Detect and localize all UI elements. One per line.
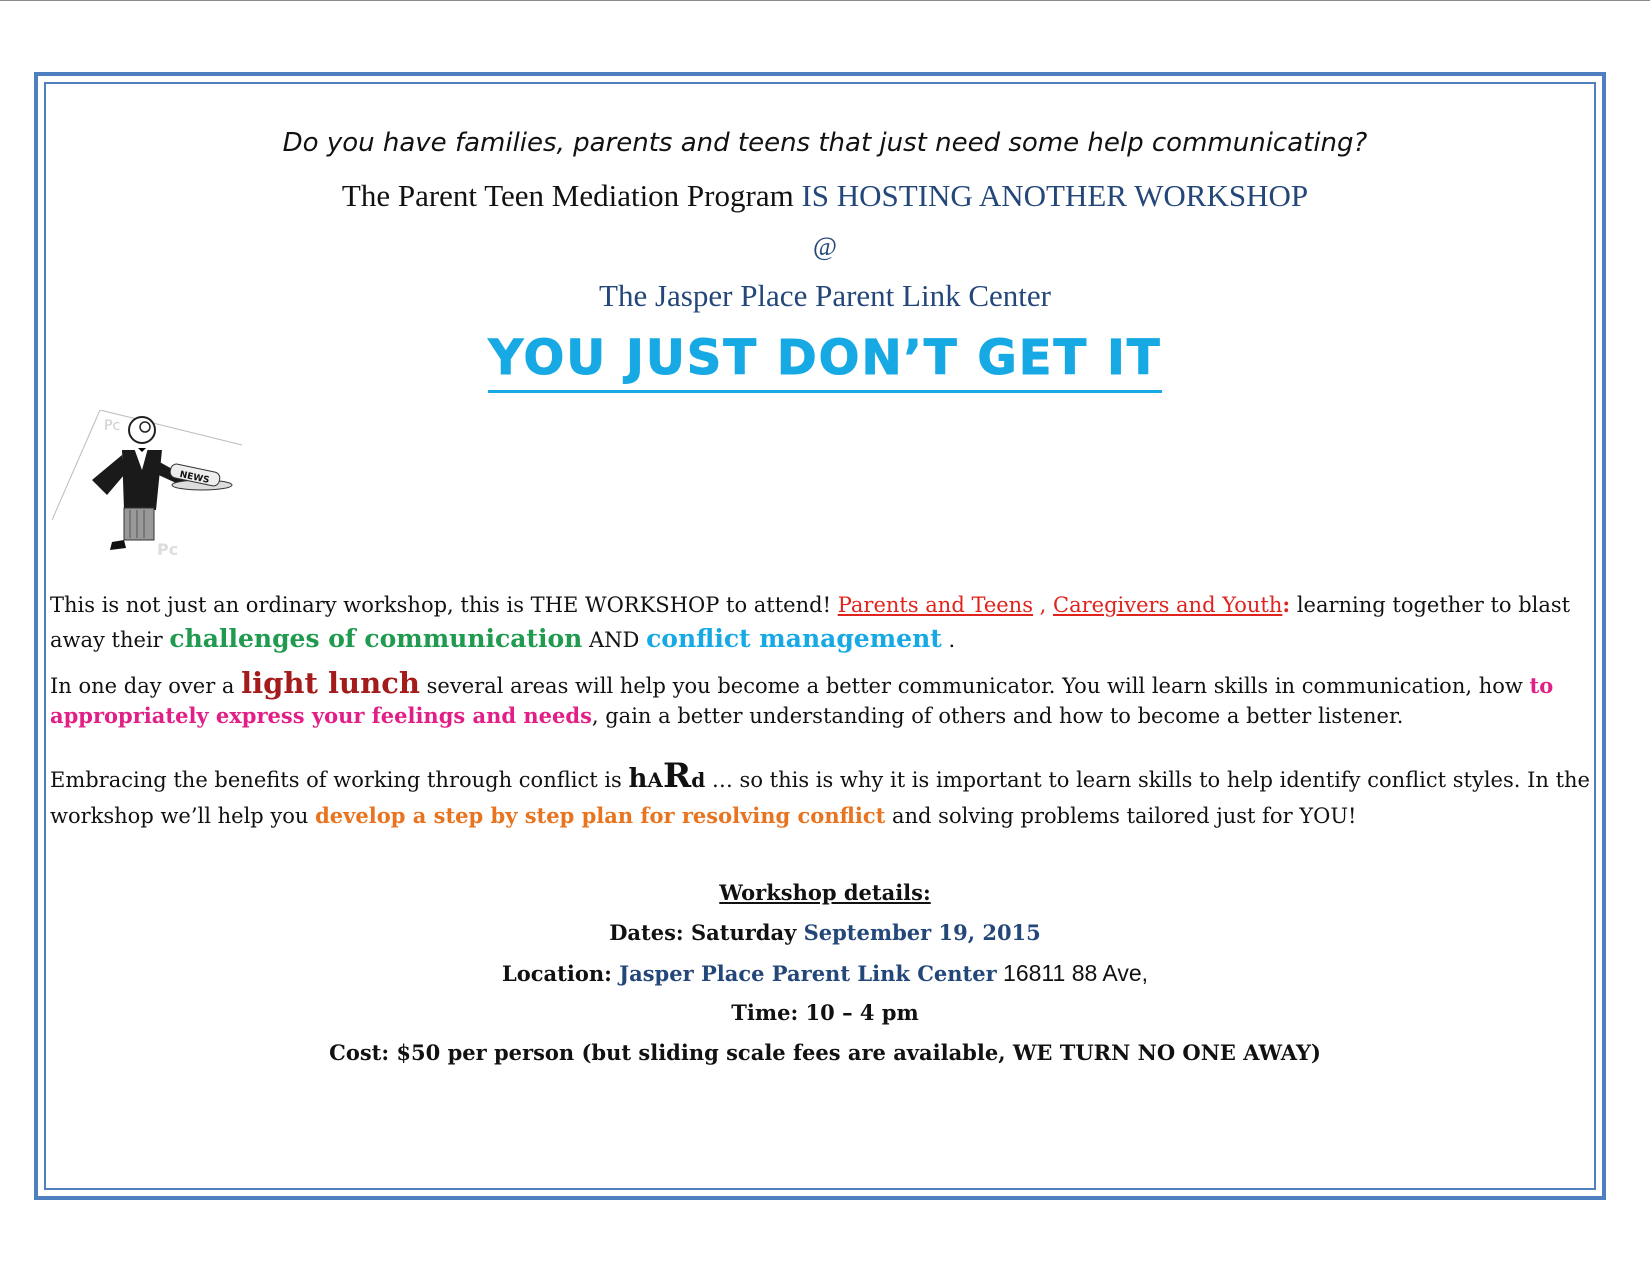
hard-letter-r: R bbox=[662, 756, 692, 796]
hard-letter-d: d bbox=[691, 768, 706, 792]
location-line bbox=[0, 960, 1650, 987]
intro-text-2: learning together to blast away their bbox=[50, 593, 1571, 652]
tray-label: NEWS bbox=[178, 469, 211, 486]
butler-newspaper-icon bbox=[52, 410, 252, 585]
period: . bbox=[941, 628, 956, 652]
parents-teens: Parents and Teens bbox=[837, 593, 1033, 617]
top-rule bbox=[0, 0, 1650, 1]
express-highlight: to appropriately express your feelings and needs bbox=[50, 673, 1554, 728]
colon: : bbox=[1282, 592, 1291, 617]
time-text: Time: 10 – 4 pm bbox=[731, 1000, 919, 1025]
lunch-paragraph bbox=[50, 668, 1598, 731]
sep: , bbox=[1033, 593, 1054, 617]
svg-text:Pc: Pc bbox=[104, 418, 121, 434]
hosting-text: IS HOSTING ANOTHER WORKSHOP bbox=[801, 178, 1309, 213]
hard-text: Embracing the benefits of working through conflict is bbox=[50, 768, 629, 792]
light-lunch-highlight: light lunch bbox=[241, 666, 420, 700]
hard-paragraph bbox=[50, 758, 1598, 834]
hard-text-3: and solving problems tailored just for YOU! bbox=[885, 804, 1357, 828]
and-text: AND bbox=[582, 628, 647, 652]
conflict-highlight: conflict management bbox=[646, 624, 942, 653]
hard-letter-a: A bbox=[647, 768, 663, 792]
challenges-highlight: challenges of communication bbox=[169, 624, 583, 653]
location-label: Location: bbox=[501, 961, 620, 986]
intro-text: This is not just an ordinary workshop, this is THE WORKSHOP to attend! bbox=[50, 593, 838, 617]
lunch-text-2: several areas will help you become a better communicator. You will learn skills in communication, how bbox=[419, 674, 1530, 698]
details-heading bbox=[0, 880, 1650, 905]
at-sign: @ bbox=[813, 232, 837, 261]
hard-text-2: … so this is why it is important to learn skills to help identify conflict styles. In the workshop we’ll help you bbox=[50, 768, 1590, 828]
plan-highlight: develop a step by step plan for resolving conflict bbox=[315, 803, 886, 828]
venue-name: The Jasper Place Parent Link Center bbox=[599, 278, 1051, 313]
host-line bbox=[0, 178, 1650, 214]
location-value: Jasper Place Parent Link Center bbox=[619, 961, 997, 986]
time-line bbox=[0, 1000, 1650, 1025]
program-name: The Parent Teen Mediation Program bbox=[341, 178, 802, 213]
dates-line bbox=[0, 920, 1650, 945]
dates-value: September 19, 2015 bbox=[803, 920, 1041, 945]
details-heading-text: Workshop details: bbox=[719, 880, 931, 905]
svg-text:Pc: Pc bbox=[157, 540, 179, 559]
headline-text: YOU JUST DON’T GET IT bbox=[488, 330, 1161, 393]
intro-paragraph bbox=[50, 588, 1598, 657]
caregivers-youth: Caregivers and Youth bbox=[1053, 593, 1283, 617]
hard-letter-h: h bbox=[628, 764, 648, 794]
cost-line bbox=[0, 1040, 1650, 1065]
location-address: 16811 88 Ave, bbox=[996, 960, 1149, 986]
cost-text: Cost: $50 per person (but sliding scale fees are available, WE TURN NO ONE AWAY) bbox=[329, 1040, 1321, 1065]
intro-question: Do you have families, parents and teens that just need some help communicating? bbox=[282, 128, 1368, 158]
lunch-text: In one day over a bbox=[50, 674, 242, 698]
lunch-text-3: , gain a better understanding of others and how to become a better listener. bbox=[591, 704, 1404, 728]
dates-label: Dates: Saturday bbox=[609, 920, 804, 945]
headline bbox=[0, 330, 1650, 386]
